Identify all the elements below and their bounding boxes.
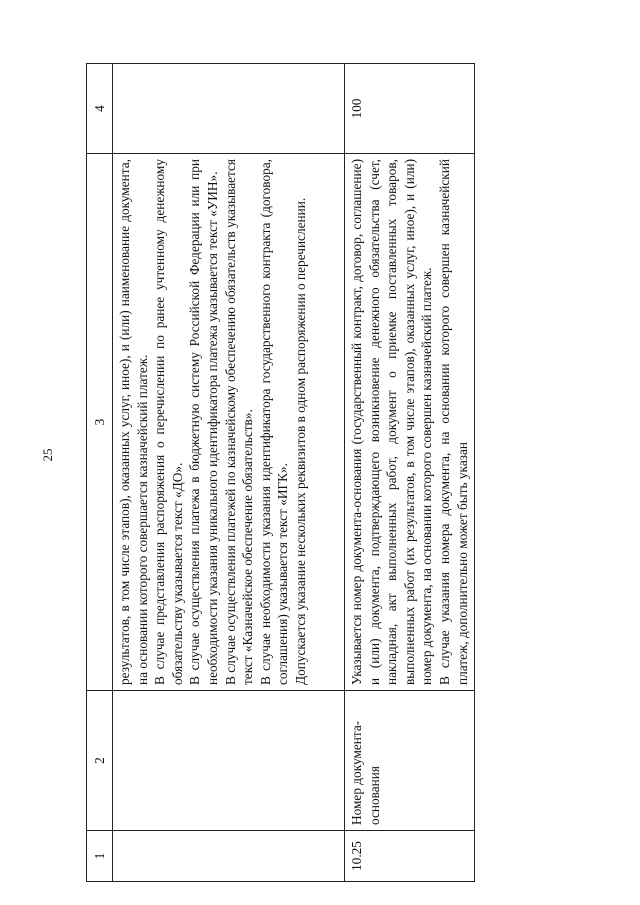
header-col-2: 2 — [87, 691, 113, 831]
page-number: 25 — [40, 448, 55, 462]
description-paragraph: В случае представления распоряжения о перечислении по ранее учтенному денежному обязательству указывается текст «ДО». — [152, 159, 185, 685]
row-description — [113, 154, 345, 691]
description-paragraph: В случае указания номера документа, на основании которого совершен казначейский платеж, дополнительно может быть указан — [436, 159, 470, 685]
description-paragraph: В случае осуществления платежа в бюджетную систему Российской Федерации или при необходимости указания уникального идентификатора платежа указывается текст «УИН». — [187, 159, 220, 685]
table-header-row — [87, 64, 113, 882]
description-paragraph: Допускается указание нескольких реквизитов в одном распоряжении о перечислении. — [292, 197, 308, 685]
description-paragraph: результатов, в том числе этапов), оказанных услуг, иное), и (или) наименование документа, на основании которого совершается казначейский платеж. — [117, 159, 150, 685]
description-paragraph: В случае осуществления платежей по казначейскому обеспечению обязательств указывается текст «Казначейское обеспечение обязательств». — [222, 159, 256, 685]
row-description — [345, 154, 475, 691]
table-container — [86, 64, 576, 882]
row-name — [113, 691, 345, 831]
header-col-4: 4 — [87, 64, 113, 154]
description-paragraph: Указывается номер документа-основания (государственный контракт, договор, соглашение) и (или) документа, подтверждающего возникновение денежного обязательства (счет, накладная, акт выполненных работ, документ о приемке поставленных товаров, выполненных работ (их результатов, в том числе этапов), оказанных услуг, иное), и (или) номер документа, на основании которого совершен казначейский платеж. — [349, 159, 435, 685]
rotated-table-frame — [86, 64, 576, 882]
requisites-table — [86, 63, 475, 882]
row-number: 10.25 — [345, 831, 475, 882]
row-size — [113, 64, 345, 154]
row-size: 100 — [345, 64, 475, 154]
table-row — [113, 64, 345, 882]
description-paragraph: В случае необходимости указания идентификатора государственного контракта (договора, соглашения) указывается текст «ИГК». — [257, 159, 291, 685]
row-number — [113, 831, 345, 882]
row-name: Номер документа-основания — [345, 691, 475, 831]
header-col-1: 1 — [87, 831, 113, 882]
table-row — [345, 64, 475, 882]
header-col-3: 3 — [87, 154, 113, 691]
